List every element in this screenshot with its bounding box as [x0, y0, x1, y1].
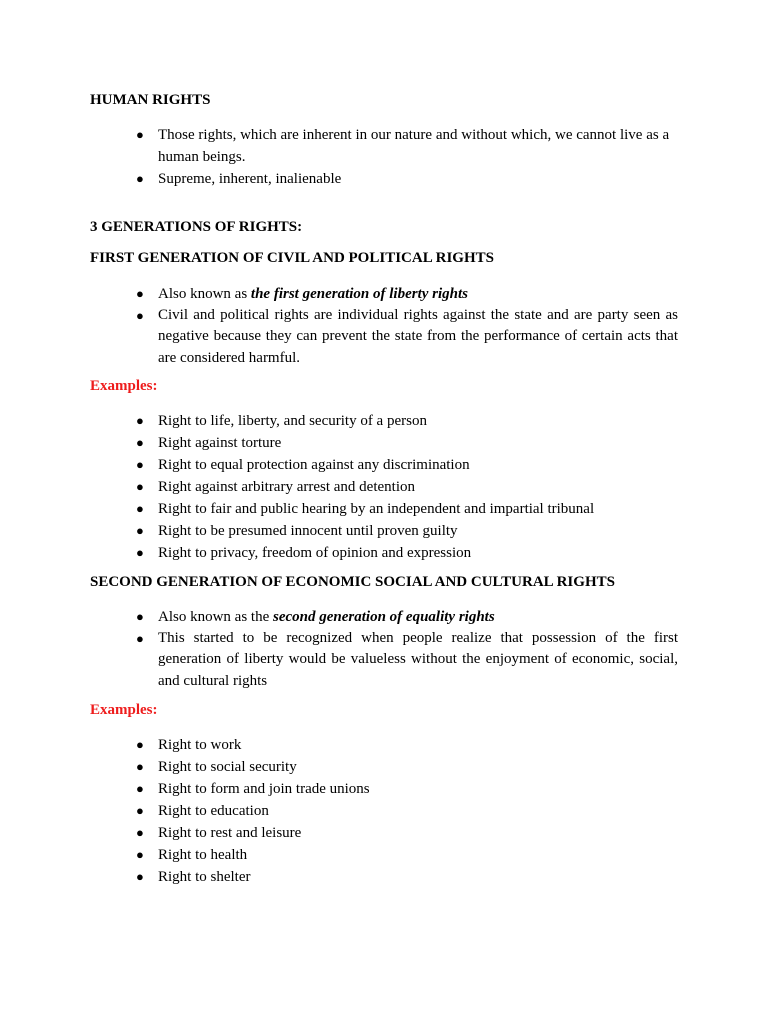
- emphasis-text: the first generation of liberty rights: [250, 286, 469, 302]
- list-item: ● Right to rest and leisure: [136, 822, 678, 844]
- list-item: ● Also known as the second generation of equality rights: [136, 606, 678, 628]
- list-item: ● Right to equal protection against any discrimination: [136, 454, 678, 476]
- bullet-icon: ●: [136, 781, 144, 796]
- second-examples-label: Examples:: [90, 702, 158, 718]
- bullet-icon: ●: [136, 545, 144, 560]
- bullet-icon: ●: [136, 171, 144, 186]
- bullet-icon: ●: [136, 759, 144, 774]
- list-item: ● Those rights, which are inherent in our nature and without which, we cannot live as a human beings.: [136, 124, 678, 168]
- list-item: ● Right against arbitrary arrest and detention: [136, 476, 678, 498]
- bullet-icon: ●: [136, 825, 144, 840]
- list-item: ● Right against torture: [136, 432, 678, 454]
- bullet-icon: ●: [136, 308, 144, 323]
- bullet-icon: ●: [136, 869, 144, 884]
- list-item: ● Also known as the first generation of liberty rights: [136, 283, 678, 305]
- human-rights-list: [136, 124, 678, 190]
- bullet-icon: ●: [136, 737, 144, 752]
- bullet-icon: ●: [136, 847, 144, 862]
- list-item: ● Civil and political rights are individual rights against the state and are party seen as negative because they can prevent the state from the performance of certain acts that are considered harmful.: [136, 307, 678, 366]
- second-generation-heading: SECOND GENERATION OF ECONOMIC SOCIAL AND CULTURAL RIGHTS: [90, 574, 615, 590]
- first-examples-label: Examples:: [90, 378, 158, 394]
- emphasis-text: second generation of equality rights: [273, 609, 495, 625]
- list-item: ● Right to education: [136, 800, 678, 822]
- bullet-icon: ●: [136, 631, 144, 646]
- list-item: ● Right to fair and public hearing by an independent and impartial tribunal: [136, 498, 678, 520]
- generations-heading: 3 GENERATIONS OF RIGHTS:: [90, 219, 303, 235]
- bullet-icon: ●: [136, 479, 144, 494]
- bullet-icon: ●: [136, 609, 144, 624]
- bullet-icon: ●: [136, 413, 144, 428]
- second-examples-list: [136, 734, 678, 888]
- bullet-icon: ●: [136, 501, 144, 516]
- bullet-icon: ●: [136, 286, 144, 301]
- list-item: ● Right to be presumed innocent until proven guilty: [136, 520, 678, 542]
- list-item: ● Right to privacy, freedom of opinion and expression: [136, 542, 678, 564]
- first-generation-heading: FIRST GENERATION OF CIVIL AND POLITICAL RIGHTS: [90, 250, 494, 266]
- list-item: ● Supreme, inherent, inalienable: [136, 168, 678, 190]
- bullet-icon: ●: [136, 435, 144, 450]
- list-item: ● Right to social security: [136, 756, 678, 778]
- list-item: ● Right to work: [136, 734, 678, 756]
- first-examples-list: [136, 410, 678, 564]
- bullet-icon: ●: [136, 803, 144, 818]
- human-rights-heading: HUMAN RIGHTS: [90, 92, 211, 108]
- list-item: ● Right to shelter: [136, 866, 678, 888]
- first-generation-info-list: [136, 283, 678, 369]
- bullet-icon: ●: [136, 127, 144, 142]
- bullet-icon: ●: [136, 457, 144, 472]
- list-item: ● Right to life, liberty, and security of a person: [136, 410, 678, 432]
- list-item: ● Right to health: [136, 844, 678, 866]
- list-item: ● Right to form and join trade unions: [136, 778, 678, 800]
- list-item: ● This started to be recognized when people realize that possession of the first generation of liberty would be valueless without the enjoyment of economic, social, and cultural rights: [136, 630, 678, 689]
- bullet-icon: ●: [136, 523, 144, 538]
- second-generation-info-list: [136, 606, 678, 692]
